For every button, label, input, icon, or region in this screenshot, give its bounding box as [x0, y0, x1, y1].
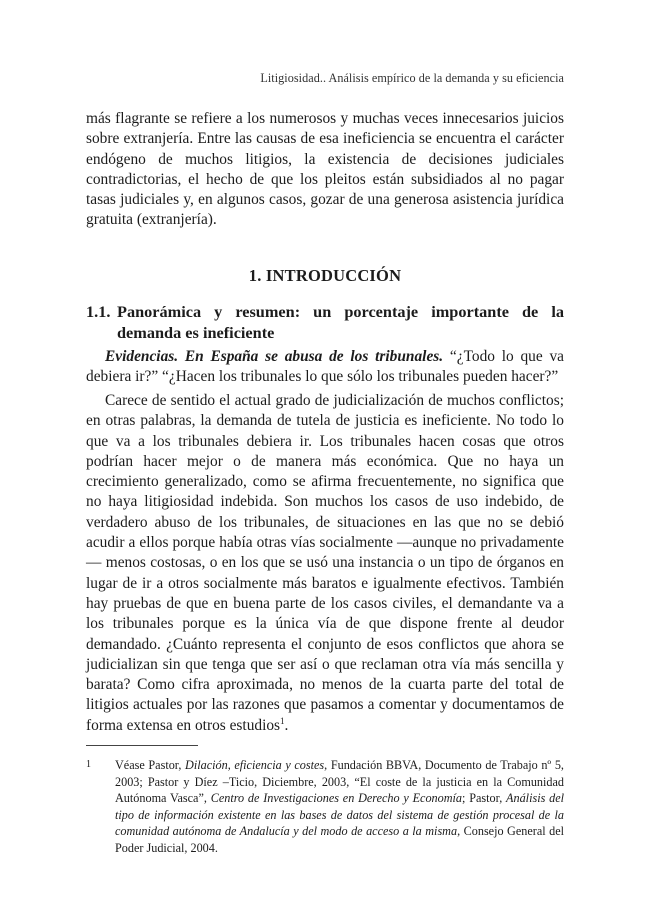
paragraph-main	[86, 391, 564, 736]
paragraph-lead: Evidencias. En España se abusa de los tribunales.	[105, 348, 444, 365]
footnote-italic-2: Centro de Investigaciones en Derecho y Economía	[210, 791, 463, 806]
paragraph-evidencias	[86, 347, 564, 388]
subsection-heading	[86, 301, 564, 343]
section-heading: 1. INTRODUCCIÓN	[248, 266, 402, 285]
paragraph-continuation: más flagrante se refiere a los numerosos y muchas veces innecesarios juicios sobre extranjería. Entre las causas de esa ineficiencia se encuentra el carácter endógeno de muchos litigios, la existencia de decisiones judiciales contradictorias, el hecho de que los pleitos están subsidiados al no pagar tasas judiciales y, en algunos casos, gozar de una generosa asistencia jurídica gratuita (extranjería).	[86, 110, 564, 229]
paragraph-questions: “¿Todo lo que va debiera ir?” “¿Hacen los tribunales lo que sólo los tribunales pueden hacer?”	[86, 348, 565, 386]
footnote-mark: 1	[86, 759, 91, 770]
footnote-reference[interactable]: 1	[280, 715, 285, 726]
footnote-text-1: Véase Pastor,	[115, 758, 186, 772]
subsection-number: 1.1.	[86, 302, 111, 321]
footnote-italic-1: Dilación, eficiencia y costes	[185, 758, 325, 772]
running-header: Litigiosidad.. Análisis empírico de la demanda y su eficiencia	[260, 71, 564, 85]
footnote-separator	[86, 745, 198, 746]
footnote-text-3: ; Pastor,	[462, 791, 507, 806]
subsection-title: Panorámica y resumen: un porcentaje importante de la demanda es ineficiente	[117, 302, 564, 342]
footnote-text	[115, 757, 564, 857]
footnote-text-4: , Consejo General del Poder Judicial, 2004.	[115, 824, 565, 855]
footnote	[86, 757, 564, 857]
footnote-text-2: , Fundación BBVA, Documento de Trabajo nº 5, 2003; Pastor y Díez –Ticio, Diciembre, 2003, “El coste de la justicia en la Comunidad Autónoma Vasca”,	[115, 758, 564, 806]
paragraph-main-text: Carece de sentido el actual grado de judicialización de muchos conflictos; en otras palabras, la demanda de tutela de justicia es ineficiente. No todo lo que va a los tribunales debiera ir. Los tribunales hacen cosas que otros podrían hacer mejor o de manera más económica. Que no haya un crecimiento generalizado, como se afirma frecuentemente, no significa que no haya litigiosidad indebida. Son muchos los casos de uso indebido, de verdadero abuso de los tribunales, de situaciones en las que no se debió acudir a ellos porque había otras vías socialmente —aunque no privadamente— menos costosas, o en los que se usó una instancia o un tipo de órganos en lugar de ir a otros socialmente más baratos e igualmente efectivos. También hay pruebas de que en buena parte de los casos civiles, el demandante va a los tribunales porque es la única vía de que dispone frente al deudor demandado. ¿Cuánto representa el conjunto de esos conflictos que ahora se judicializan sin que tenga que ser así o que reclaman otra vía más sencilla y barata? Como cifra aproximada, no menos de la cuarta parte del total de litigios actuales por las razones que pasamos a comentar y documentamos de forma extensa en otros estudios	[86, 392, 564, 734]
footnote-italic-3: Análisis del tipo de información existente en las bases de datos del sistema de gestión procesal de la comunidad autónoma de Andalucía y del modo de acceso a la misma	[115, 791, 565, 839]
paragraph-main-end: .	[284, 716, 289, 734]
